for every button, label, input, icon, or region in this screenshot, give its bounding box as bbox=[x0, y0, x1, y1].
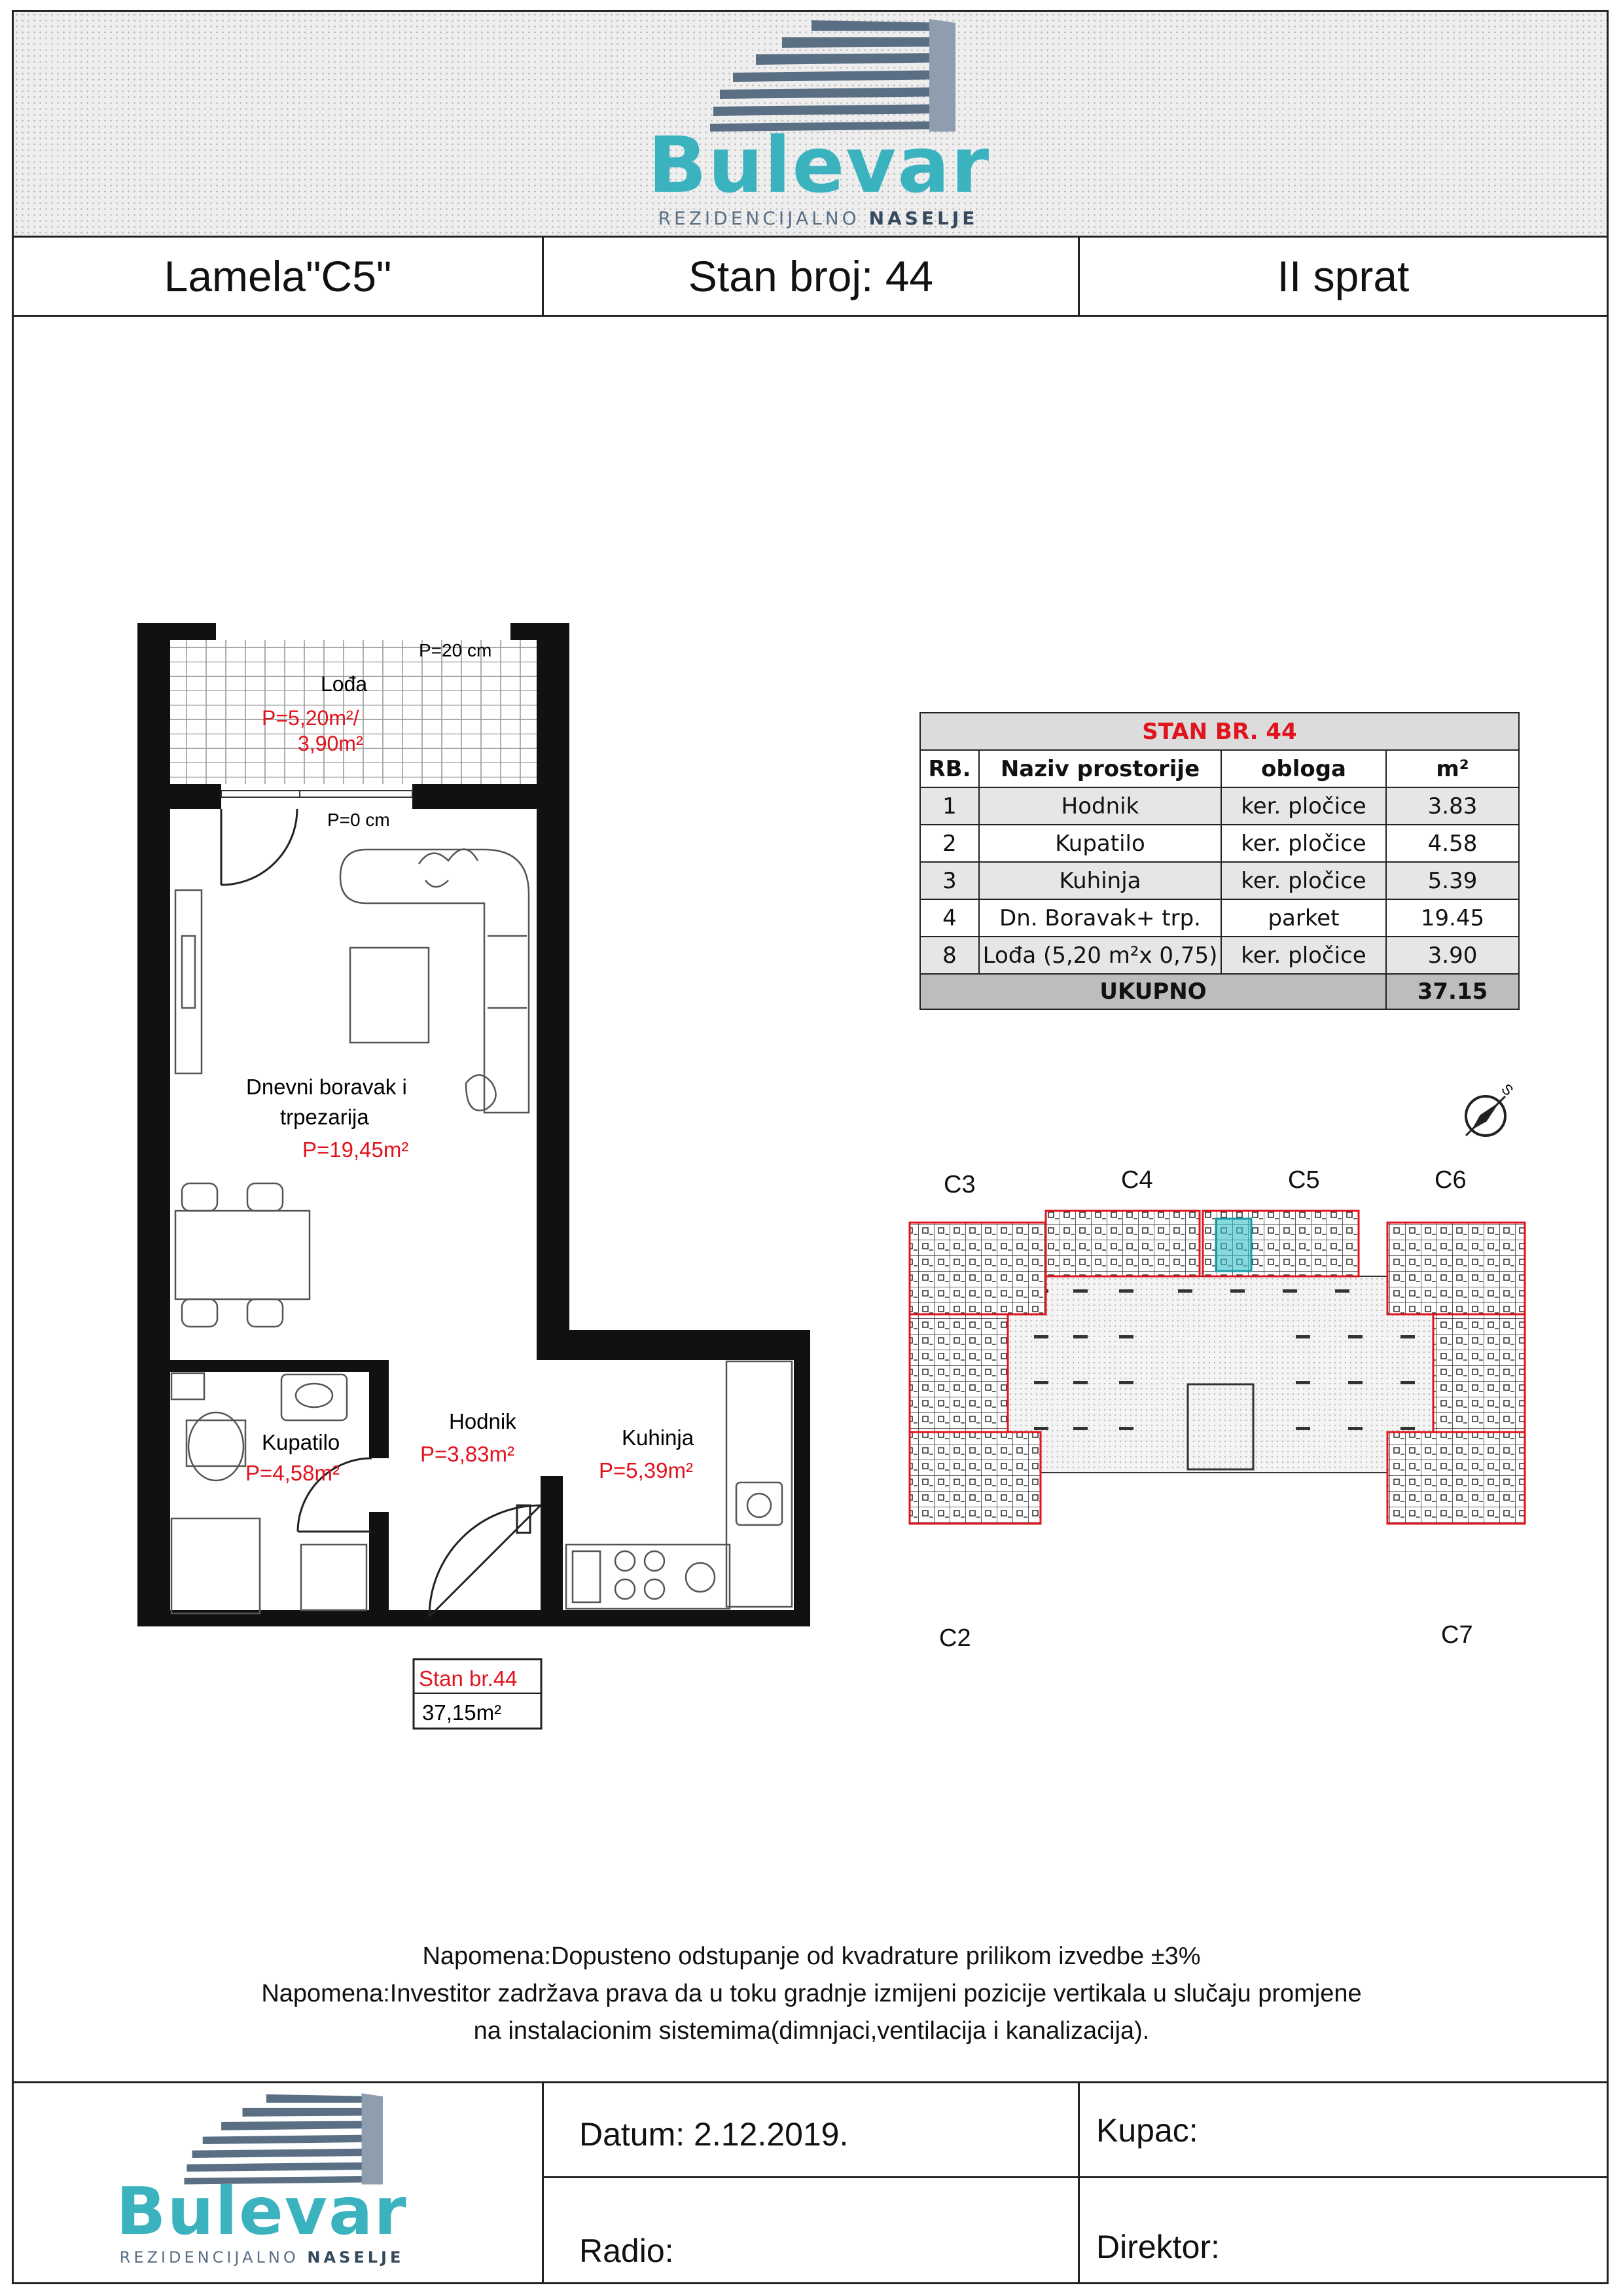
date-field: Datum: 2.12.2019. bbox=[579, 2116, 849, 2153]
director-field: Direktor: bbox=[1096, 2229, 1220, 2265]
col-header: obloga bbox=[1221, 750, 1386, 787]
lamela-block-c2 bbox=[910, 1432, 1041, 1524]
lamela-label-c2: C2 bbox=[939, 1624, 971, 1652]
lamela-block-c7 bbox=[1387, 1432, 1525, 1524]
bathroom-label: Kupatilo bbox=[262, 1430, 340, 1454]
table-row: 8 Lođa (5,20 m²x 0,75) ker. pločice 3.90 bbox=[920, 937, 1519, 974]
compass-letter: S bbox=[1498, 1080, 1517, 1099]
lamela-block-c4 bbox=[1046, 1211, 1200, 1276]
note-installations: na instalacionim sistemima(dimnjaci,ventilacija i kanalizacija). bbox=[473, 2017, 1150, 2045]
lamela-label-c4: C4 bbox=[1121, 1166, 1153, 1194]
lamela-block-c6 bbox=[1387, 1223, 1525, 1314]
compass-icon bbox=[1456, 1073, 1528, 1145]
lamela-block-c3 bbox=[910, 1223, 1046, 1314]
hall-label: Hodnik bbox=[449, 1409, 516, 1433]
col-header: m² bbox=[1386, 750, 1519, 787]
note-tolerance: Napomena:Dopusteno odstupanje od kvadrature prilikom izvedbe ±3% bbox=[422, 1943, 1201, 1970]
site-plan bbox=[903, 1145, 1551, 1652]
lamela-label-c5: C5 bbox=[1288, 1166, 1320, 1194]
footer-logo bbox=[116, 2091, 416, 2281]
table-total-row: UKUPNO 37.15 bbox=[920, 974, 1519, 1009]
room-table bbox=[919, 712, 1520, 1010]
bathroom-area: P=4,58m² bbox=[245, 1461, 340, 1485]
table-title: STAN BR. 44 bbox=[920, 713, 1519, 750]
lamela-label-c6: C6 bbox=[1435, 1166, 1467, 1194]
table-row: 1 Hodnik ker. pločice 3.83 bbox=[920, 787, 1519, 825]
table-row: 2 Kupatilo ker. pločice 4.58 bbox=[920, 825, 1519, 862]
lamela-label-c3: C3 bbox=[944, 1171, 976, 1198]
apartment-highlight bbox=[1216, 1219, 1251, 1271]
divider bbox=[14, 2081, 1607, 2083]
loggia-area: P=5,20m²/ bbox=[262, 706, 359, 730]
table-row: 4 Dn. Boravak+ trp. parket 19.45 bbox=[920, 899, 1519, 937]
brand-name: Bulevar bbox=[116, 2173, 408, 2250]
tag-area: 37,15m² bbox=[422, 1700, 502, 1725]
doors bbox=[221, 809, 541, 1617]
kitchen-label: Kuhinja bbox=[622, 1426, 694, 1450]
brand-subtitle: REZIDENCIJALNO NASELJE bbox=[658, 207, 978, 229]
apartment-number: Stan broj: 44 bbox=[688, 252, 934, 300]
living-room-label: Dnevni boravak i bbox=[246, 1075, 407, 1099]
brand-name: Bulevar bbox=[648, 120, 991, 210]
col-header: Naziv prostorije bbox=[979, 750, 1221, 787]
table-row: 3 Kuhinja ker. pločice 5.39 bbox=[920, 862, 1519, 899]
divider bbox=[1078, 2083, 1080, 2284]
divider bbox=[544, 2176, 1607, 2178]
living-room-area: P=19,45m² bbox=[302, 1138, 409, 1162]
loggia-area-reduced: 3,90m² bbox=[298, 732, 363, 755]
kitchen-area: P=5,39m² bbox=[599, 1458, 693, 1482]
note-investor: Napomena:Investitor zadržava prava da u toku gradnje izmijeni pozicije vertikala u slučaju promjene bbox=[261, 1980, 1362, 2007]
furniture bbox=[171, 850, 792, 1614]
lamela-label-c7: C7 bbox=[1441, 1621, 1473, 1649]
col-header: RB. bbox=[920, 750, 979, 787]
apartment-tag bbox=[414, 1659, 541, 1729]
floor-title: II sprat bbox=[1277, 252, 1410, 300]
prepared-by-field: Radio: bbox=[579, 2233, 674, 2269]
floor-level: P=0 cm bbox=[327, 810, 390, 830]
divider bbox=[542, 2083, 544, 2284]
loggia-level: P=20 cm bbox=[419, 640, 492, 660]
tag-name: Stan br.44 bbox=[419, 1666, 518, 1691]
hall-area: P=3,83m² bbox=[420, 1442, 514, 1466]
living-room-label-2: trpezarija bbox=[280, 1105, 369, 1129]
lamela-title: Lamela"C5" bbox=[164, 252, 392, 300]
buyer-field: Kupac: bbox=[1096, 2112, 1198, 2149]
brand-subtitle: REZIDENCIJALNO NASELJE bbox=[119, 2248, 404, 2267]
loggia-label: Lođa bbox=[321, 672, 368, 696]
